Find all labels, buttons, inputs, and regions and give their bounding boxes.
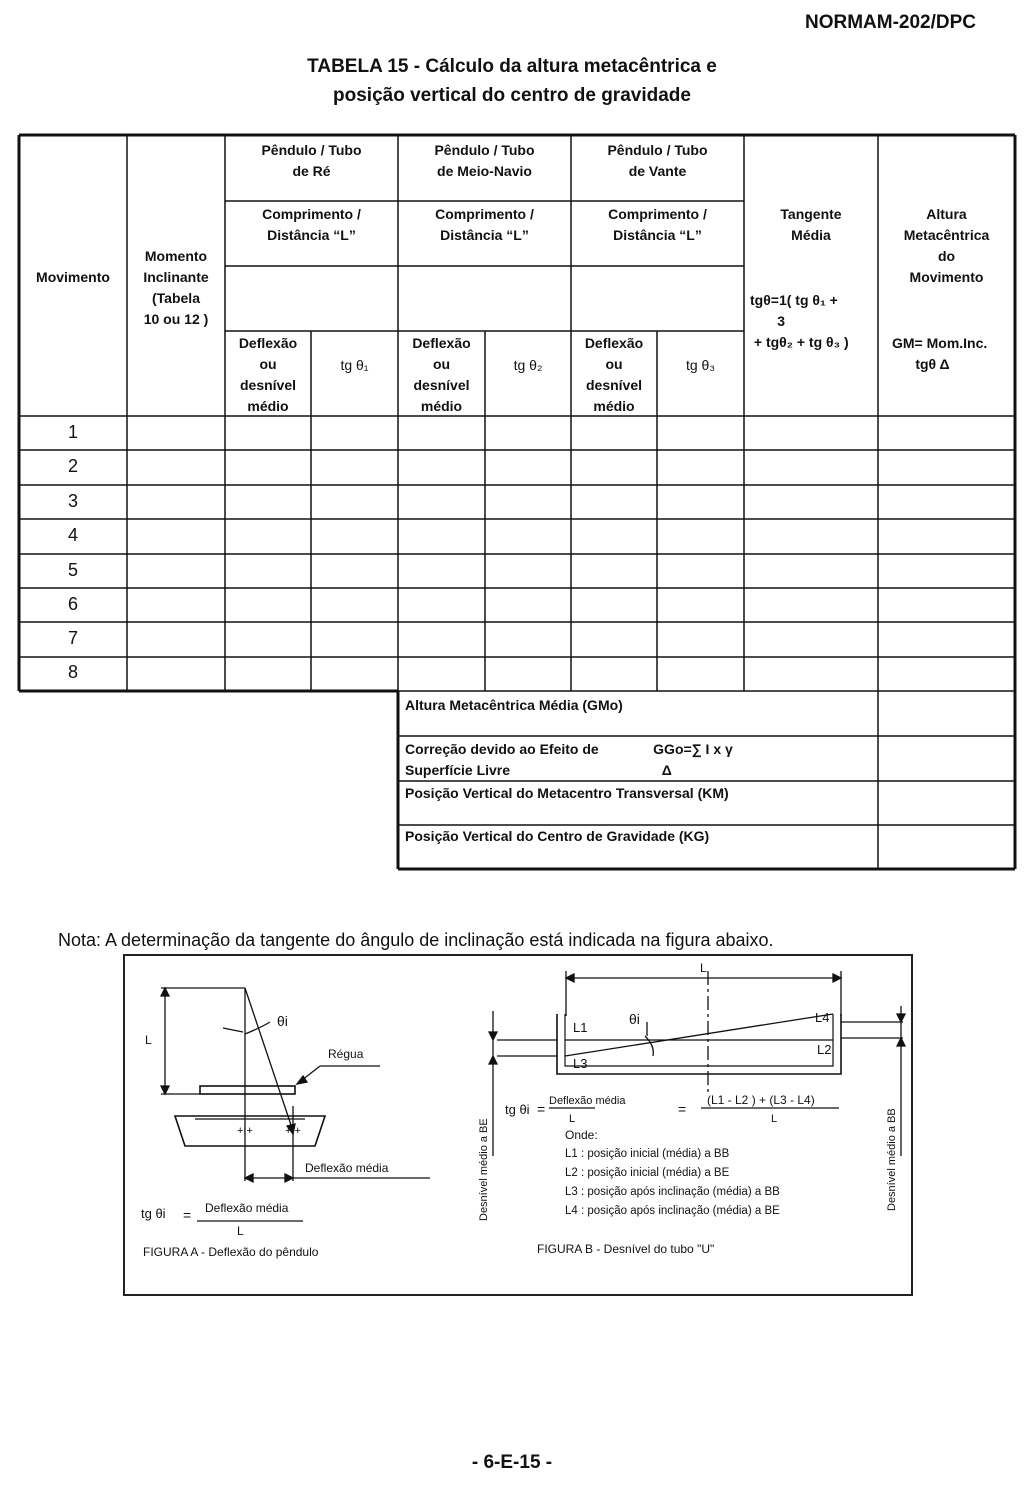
svg-text:+I+: +I+ [237, 1125, 253, 1137]
header-tg1: tg θ₁ [340, 357, 369, 373]
header-deflexao-meio: Deflexão ou desnível médio [412, 335, 471, 414]
header-tg2: tg θ₂ [513, 357, 543, 373]
fig-b-frac1-num: Deflexão média [549, 1095, 626, 1107]
svg-text:=: = [678, 1101, 687, 1117]
figure-box [123, 954, 913, 1296]
header-comprimento-vante: Comprimento / Distância “L” [608, 206, 707, 243]
header-tg3: tg θ₃ [685, 357, 716, 373]
row-number: 1 [67, 422, 78, 442]
row-number: 2 [67, 456, 78, 476]
gm-formula: GM= Mom.Inc. tgθ Δ [892, 335, 988, 372]
row-number: 8 [67, 662, 78, 682]
header-comprimento-meio: Comprimento / Distância “L” [435, 206, 534, 243]
summary-correcao-superficie-livre: Correção devido ao Efeito de GGo=∑ I x γ Superfície Livre Δ [405, 741, 733, 778]
page-number: - 6-E-15 - [471, 1452, 553, 1473]
header-deflexao-re: Deflexão ou desnível médio [238, 335, 298, 414]
fig-b-caption: FIGURA B - Desnível do tubo "U" [537, 1242, 715, 1256]
figure-drawing [125, 956, 911, 1294]
fig-b-L2: L2 [817, 1042, 832, 1057]
fig-b-right-label: Desnível médio a BB [886, 1108, 898, 1211]
fig-a-deflexao: Deflexão média [305, 1161, 389, 1175]
header-tangente-media: Tangente Média [780, 206, 842, 243]
header-pendulo-vante: Pêndulo / Tubo de Vante [607, 142, 708, 179]
fig-b-frac1-den: L [569, 1113, 576, 1125]
fig-b-frac2-num: (L1 - L2 ) + (L3 - L4) [707, 1093, 815, 1107]
header-pendulo-re: Pêndulo / Tubo de Ré [261, 142, 362, 179]
fig-a-label-L: L [145, 1033, 152, 1047]
fig-b-def-2: L2 : posição inicial (média) a BE [565, 1167, 730, 1179]
summary-gmo: Altura Metacêntrica Média (GMo) [405, 697, 623, 713]
row-number: 4 [67, 525, 78, 545]
fig-b-def-3: L3 : posição após inclinação (média) a BB [565, 1186, 780, 1198]
row-number: 6 [67, 594, 78, 614]
svg-text:=: = [183, 1207, 192, 1223]
fig-b-frac2-den: L [771, 1113, 778, 1125]
fig-a-frac-den: L [237, 1224, 244, 1238]
row-number: 3 [67, 491, 78, 511]
row-number: 5 [67, 560, 78, 580]
header-pendulo-meio: Pêndulo / Tubo de Meio-Navio [434, 142, 535, 179]
fig-b-label-L: L [700, 961, 707, 975]
row-number: 7 [67, 628, 78, 648]
fig-b-theta: θi [629, 1011, 640, 1027]
title-line-1: TABELA 15 - Cálculo da altura metacêntrica e [307, 56, 717, 77]
header-deflexao-vante: Deflexão ou desnível médio [584, 335, 644, 414]
note-text: Nota: A determinação da tangente do ângulo de inclinação está indicada na figura abaixo. [58, 930, 774, 950]
summary-kg: Posição Vertical do Centro de Gravidade (KG) [405, 828, 710, 844]
fig-a-theta: θi [277, 1013, 288, 1029]
tangente-formula: tgθ=1( tg θ₁ + 3 + tgθ₂ + tg θ₃ ) [750, 292, 849, 350]
summary-km: Posição Vertical do Metacentro Transversal (KM) [405, 785, 729, 801]
svg-text:=: = [537, 1101, 546, 1117]
fig-b-L4: L4 [815, 1010, 830, 1025]
fig-b-tg: tg θi [505, 1102, 530, 1117]
document-code: NORMAM-202/DPC [804, 12, 976, 33]
header-momento-inclinante: Momento Inclinante (Tabela 10 ou 12 ) [143, 248, 209, 327]
fig-b-left-label: Desnível médio a BE [478, 1118, 490, 1221]
fig-b-L3: L3 [573, 1056, 588, 1071]
fig-b-onde: Onde: [565, 1128, 598, 1142]
header-comprimento-re: Comprimento / Distância “L” [262, 206, 361, 243]
fig-a-tg: tg θi [141, 1206, 166, 1221]
title-line-2: posição vertical do centro de gravidade [333, 85, 691, 106]
fig-a-frac-num: Deflexão média [205, 1201, 289, 1215]
fig-b-def-4: L4 : posição após inclinação (média) a BE [565, 1205, 780, 1217]
header-movimento: Movimento [36, 269, 110, 285]
fig-b-L1: L1 [573, 1020, 588, 1035]
svg-text:+I+: +I+ [285, 1125, 301, 1137]
header-altura-metacentrica: Altura Metacêntrica do Movimento [903, 206, 990, 285]
fig-b-def-1: L1 : posição inicial (média) a BB [565, 1148, 730, 1160]
fig-a-regua: Régua [328, 1047, 364, 1061]
fig-a-caption: FIGURA A - Deflexão do pêndulo [143, 1245, 319, 1259]
